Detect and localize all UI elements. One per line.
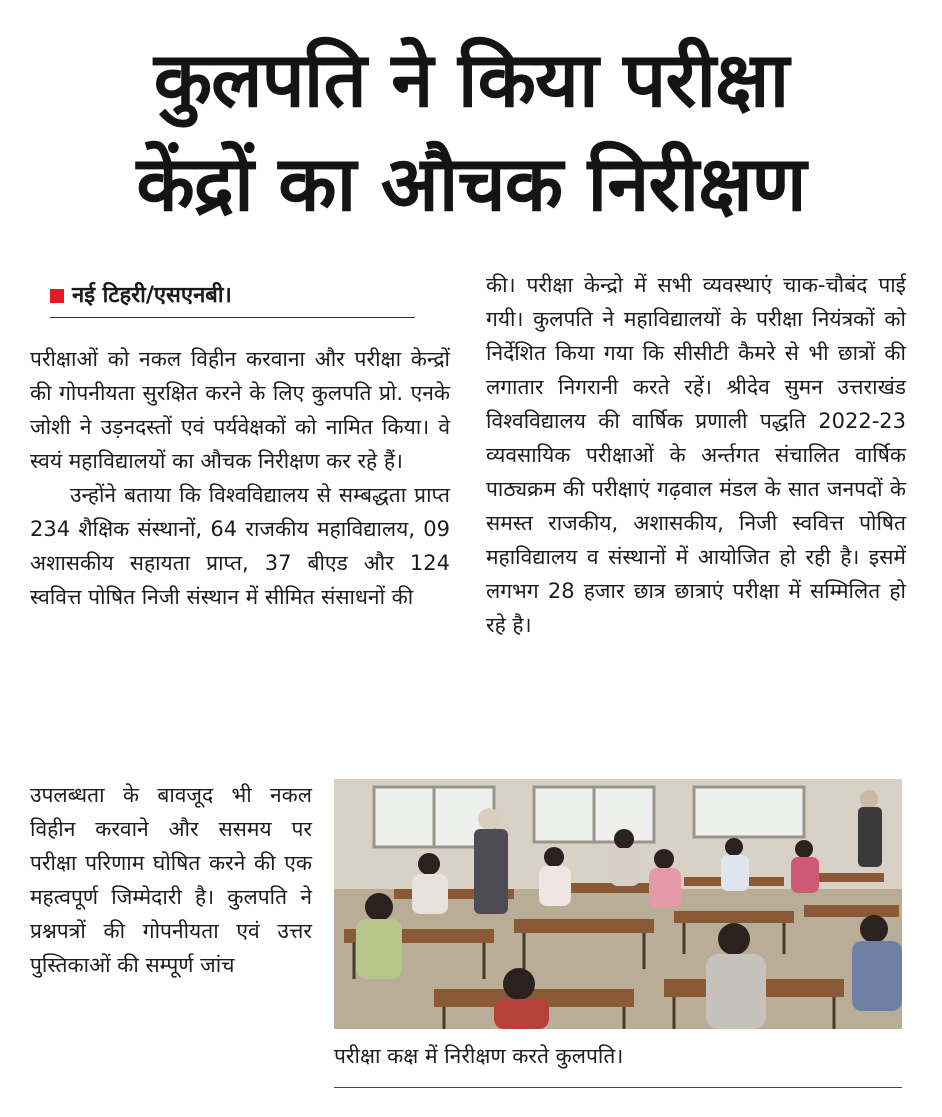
article-paragraph-2: उन्होंने बताया कि विश्वविद्यालय से सम्बद्धता प्राप्त 234 शैक्षिक संस्थानों, 64 राजकीय महाविद्यालय, 09 अशासकीय सहायता प्राप्त, 37 बीएड और 124 स्ववित्त पोषित निजी संस्थान में सीमित संसाधनों की <box>30 483 450 609</box>
photo-caption: परीक्षा कक्ष में निरीक्षण करते कुलपति। <box>334 1044 624 1068</box>
article-paragraph-3: उपलब्धता के बावजूद भी नकल विहीन करवाने और ससमय पर परीक्षा परिणाम घोषित करने की एक महत्वपूर्ण जिम्मेदारी है। कुलपति ने प्रश्नपत्रों की गोपनीयता एवं उत्तर पुस्तिकाओं की सम्पूर्ण जांच <box>30 783 312 977</box>
dateline <box>50 281 415 318</box>
article-column-right <box>486 268 906 642</box>
article-column-left-bottom <box>30 778 312 982</box>
exam-hall-photo <box>334 779 902 1029</box>
headline-line-2: केंद्रों का औचक निरीक्षण <box>136 139 806 228</box>
article-paragraph-1: परीक्षाओं को नकल विहीन करवाना और परीक्षा केन्द्रों की गोपनीयता सुरक्षित करने के लिए कुलपति प्रो. एनके जोशी ने उड़नदस्तों एवं पर्यवेक्षकों को नामित किया। वे स्वयं महाविद्यालयों का औचक निरीक्षण कर रहे हैं। <box>30 347 450 473</box>
red-square-icon <box>50 289 64 303</box>
headline <box>0 28 942 236</box>
caption-divider <box>334 1087 902 1088</box>
article-column-left-top <box>30 342 450 614</box>
article-paragraph-4: की। परीक्षा केन्द्रो में सभी व्यवस्थाएं चाक-चौबंद पाई गयी। कुलपति ने महाविद्यालयों के परीक्षा नियंत्रकों को निर्देशित किया गया कि सीसीटी कैमरे से भी छात्रों की लगातार निगरानी करते रहें। श्रीदेव सुमन उत्तराखंड विश्वविद्यालय की वार्षिक प्रणाली पद्धति 2022-23 व्यवसायिक परीक्षाओं के अर्न्तगत संचालित वार्षिक पाठ्यक्रम की परीक्षाएं गढ़वाल मंडल के सात जनपदों के समस्त राजकीय, अशासकीय, निजी स्ववित्त पोषित महाविद्यालय व संस्थानों में आयोजित हो रही है। इसमें लगभग 28 हजार छात्र छात्राएं परीक्षा में सम्मिलित हो रहे है। <box>486 273 906 637</box>
dateline-text: नई टिहरी/एसएनबी। <box>72 283 232 308</box>
exam-hall-illustration <box>334 779 902 1029</box>
headline-line-1: कुलपति ने किया परीक्षा <box>153 35 789 124</box>
